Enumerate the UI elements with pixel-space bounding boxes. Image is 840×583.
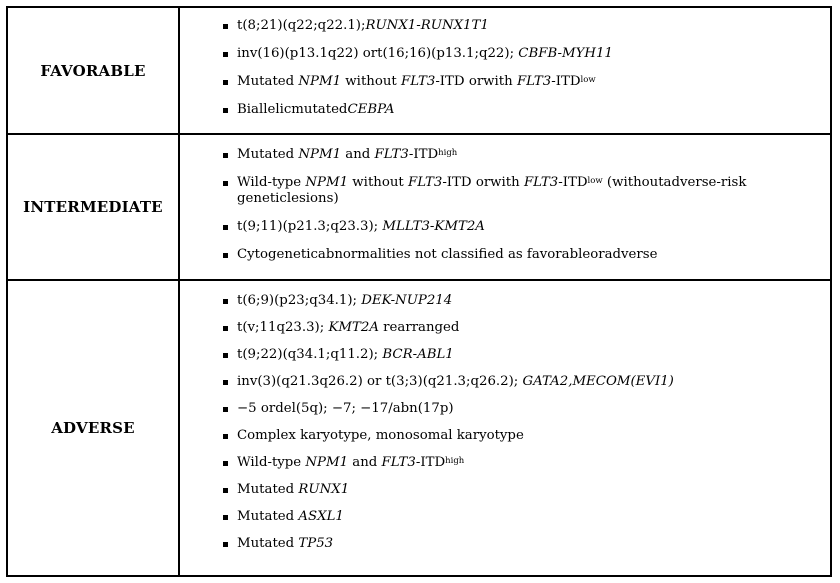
risk-classification-table (6, 6, 832, 577)
bullet-icon (223, 380, 228, 385)
bullet-icon (223, 299, 228, 304)
bullet-icon (223, 80, 228, 85)
adverse-row (8, 279, 830, 575)
bullet-icon (223, 153, 228, 158)
list-item: Mutated NPM1 and $FLT3-ITD^{high}$ (223, 147, 822, 163)
list-item: inv(3)(q21.3q26.2) or t(3;3)(q21.3;q26.2); GATA2,MECOM(EVI1) (223, 374, 822, 390)
list-item: Cytogeneticabnormalities not classified as favorableoradverse (223, 247, 822, 263)
intermediate-items-cell (180, 135, 830, 279)
category-intermediate: INTERMEDIATE (8, 135, 180, 279)
bullet-icon (223, 407, 228, 412)
category-adverse: ADVERSE (8, 281, 180, 575)
list-item: Mutated NPM1 without FLT3-ITD orwith $FLT3-ITD^{low}$ (223, 74, 822, 90)
favorable-items-cell (180, 8, 830, 133)
bullet-icon (223, 225, 228, 230)
list-item: Complex karyotype, monosomal karyotype (223, 428, 822, 444)
list-item: BiallelicmutatedCEBPA (223, 102, 822, 118)
list-item: Mutated ASXL1 (223, 509, 822, 525)
bullet-icon (223, 353, 228, 358)
bullet-icon (223, 24, 228, 29)
list-item: Mutated TP53 (223, 536, 822, 552)
intermediate-item-list (223, 147, 822, 263)
list-item: t(8;21)(q22;q22.1);RUNX1-RUNX1T1 (223, 18, 822, 34)
list-item: Mutated RUNX1 (223, 482, 822, 498)
list-item: t(6;9)(p23;q34.1); DEK-NUP214 (223, 293, 822, 309)
adverse-items-cell (180, 281, 830, 575)
favorable-row (8, 8, 830, 133)
favorable-item-list (223, 18, 822, 118)
bullet-icon (223, 181, 228, 186)
list-item: Wild-type NPM1 without FLT3-ITD orwith $FLT3-ITD^{low}$ (withoutadverse-risk geneticlesions) (223, 175, 822, 207)
intermediate-row (8, 133, 830, 279)
adverse-item-list (223, 293, 822, 552)
list-item: −5 ordel(5q); −7; −17/abn(17p) (223, 401, 822, 417)
list-item: t(9;11)(p21.3;q23.3); MLLT3-KMT2A (223, 219, 822, 235)
bullet-icon (223, 515, 228, 520)
list-item: inv(16)(p13.1q22) ort(16;16)(p13.1;q22); CBFB-MYH11 (223, 46, 822, 62)
category-favorable: FAVORABLE (8, 8, 180, 133)
list-item: t(9;22)(q34.1;q11.2); BCR-ABL1 (223, 347, 822, 363)
bullet-icon (223, 52, 228, 57)
bullet-icon (223, 461, 228, 466)
bullet-icon (223, 253, 228, 258)
bullet-icon (223, 542, 228, 547)
list-item: Wild-type NPM1 and $FLT3-ITD^{high}$ (223, 455, 822, 471)
bullet-icon (223, 488, 228, 493)
bullet-icon (223, 326, 228, 331)
bullet-icon (223, 434, 228, 439)
bullet-icon (223, 108, 228, 113)
list-item: t(v;11q23.3); KMT2A rearranged (223, 320, 822, 336)
